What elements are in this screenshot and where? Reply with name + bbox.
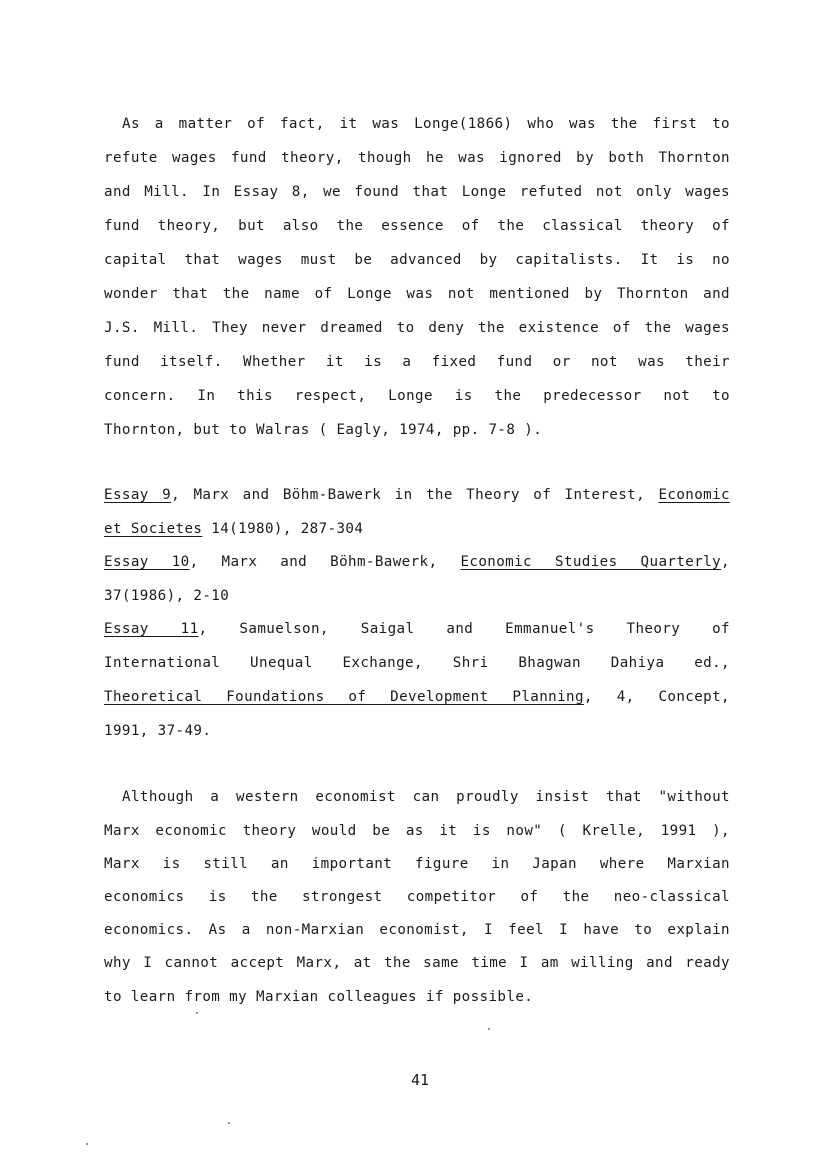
journal-title: Economic (658, 487, 730, 503)
journal-title: et Societes (104, 521, 203, 537)
paragraph-line: why I cannot accept Marx, at the same time I am willing and ready (104, 955, 730, 971)
page-number: 41 (410, 1071, 430, 1089)
reference-text: , Marx and Böhm-Bawerk in the Theory of Interest, (171, 487, 659, 503)
scan-speck (86, 1143, 88, 1145)
paragraph-line: and Mill. In Essay 8, we found that Longe refuted not only wages (104, 184, 730, 200)
paragraph-line: economics is the strongest competitor of the neo-classical (104, 889, 730, 905)
reference-text: , 4, Concept, (583, 689, 730, 705)
paragraph-line: capital that wages must be advanced by capitalists. It is no (104, 252, 730, 268)
paragraph-line: fund itself. Whether it is a fixed fund or not was their (104, 354, 730, 370)
reference-text: , (721, 554, 730, 570)
reference-essay-9 (104, 485, 730, 505)
reference-essay-11-cont: International Unequal Exchange, Shri Bhagwan Dahiya ed., (104, 655, 730, 671)
paragraph-line: refute wages fund theory, though he was ignored by both Thornton (104, 150, 730, 166)
book-title: Theoretical Foundations of Development Planning (104, 689, 584, 705)
scan-speck (488, 1028, 490, 1030)
journal-title: Economic Studies Quarterly (460, 554, 722, 570)
reference-essay-9-cont (104, 519, 730, 539)
paragraph-line: As a matter of fact, it was Longe(1866) who was the first to (122, 116, 730, 132)
reference-text: 14(1980), 287-304 (202, 521, 364, 537)
scan-speck (196, 1012, 198, 1014)
essay-label: Essay 10 (104, 554, 190, 570)
reference-text: , Marx and Böhm-Bawerk, (189, 554, 461, 570)
paragraph-line: to learn from my Marxian colleagues if possible. (104, 989, 534, 1005)
reference-essay-11-end: 1991, 37-49. (104, 723, 212, 739)
paragraph-line: Marx economic theory would be as it is now" ( Krelle, 1991 ), (104, 823, 730, 839)
paragraph-line: Marx is still an important figure in Japan where Marxian (104, 856, 730, 872)
paragraph-line: J.S. Mill. They never dreamed to deny the existence of the wages (104, 320, 730, 336)
essay-label: Essay 11 (104, 621, 199, 637)
reference-text: , Samuelson, Saigal and Emmanuel's Theory of (198, 621, 730, 637)
scan-speck (228, 1122, 230, 1124)
paragraph-line: Thornton, but to Walras ( Eagly, 1974, pp. 7-8 ). (104, 422, 543, 438)
paragraph-line: economics. As a non-Marxian economist, I feel I have to explain (104, 922, 730, 938)
reference-essay-11-book (104, 687, 730, 707)
essay-label: Essay 9 (104, 487, 172, 503)
paragraph-line: wonder that the name of Longe was not mentioned by Thornton and (104, 286, 730, 302)
paragraph-line: Although a western economist can proudly insist that "without (122, 789, 730, 805)
reference-essay-10-cont: 37(1986), 2-10 (104, 588, 230, 604)
paragraph-line: fund theory, but also the essence of the classical theory of (104, 218, 730, 234)
paragraph-line: concern. In this respect, Longe is the predecessor not to (104, 388, 730, 404)
reference-essay-11 (104, 619, 730, 639)
reference-essay-10 (104, 552, 730, 572)
